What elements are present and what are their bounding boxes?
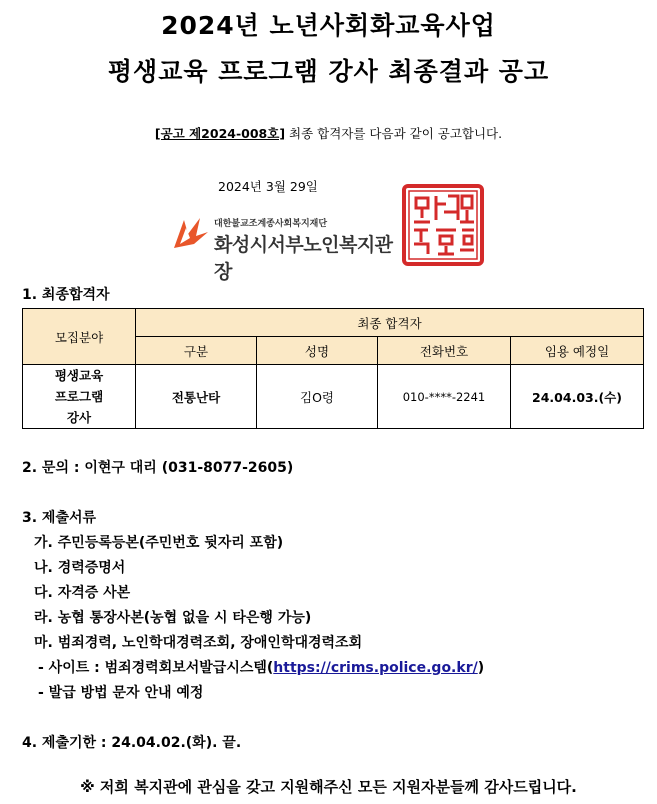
document-item: 라. 농협 통장사본(농협 없을 시 타은행 가능): [34, 610, 312, 626]
header-final-passers: 최종 합격자: [136, 309, 644, 337]
official-seal: [400, 182, 486, 268]
document-title-line2: 평생교육 프로그램 강사 최종결과 공고: [107, 57, 550, 86]
cell-name: 김O령: [257, 365, 378, 429]
table-row: [23, 365, 644, 429]
thanks-note: ※ 저희 복지관에 관심을 갖고 지원해주신 모든 지원자분들께 감사드립니다.: [80, 778, 577, 796]
organization-logo: [170, 214, 400, 283]
notice-line: [0, 124, 657, 142]
header-category: 구분: [136, 337, 257, 365]
notice-date: 2024년 3월 29일: [218, 179, 318, 194]
lotus-logo-icon: [170, 214, 210, 254]
cell-phone: 010-****-2241: [378, 365, 511, 429]
document-item: 마. 범죄경력, 노인학대경력조회, 장애인학대경력조회: [34, 635, 363, 651]
document-title-line1: 2024년 노년사회화교육사업: [161, 11, 496, 40]
notice-text: 최종 합격자를 다음과 같이 공고합니다.: [285, 126, 503, 141]
document-item: 가. 주민등록등본(주민번호 뒷자리 포함): [34, 535, 284, 551]
issue-note: - 발급 방법 문자 안내 예정: [38, 685, 204, 701]
site-prefix: - 사이트 : 범죄경력회보서발급시스템(: [38, 660, 274, 676]
issuer-name: 화성시서부노인복지관장: [214, 234, 393, 283]
header-phone: 전화번호: [378, 337, 511, 365]
document-item: 나. 경력증명서: [34, 560, 126, 576]
site-line: [38, 657, 484, 677]
site-suffix: ): [477, 660, 485, 676]
notice-number: [공고 제2024-008호]: [154, 126, 286, 141]
cell-start-date: 24.04.03.(수): [511, 365, 644, 429]
header-start-date: 임용 예정일: [511, 337, 644, 365]
header-name: 성명: [257, 337, 378, 365]
foundation-name: 대한불교조계종사회복지재단: [214, 219, 328, 229]
cell-category: 전통난타: [136, 365, 257, 429]
result-table: [22, 308, 644, 429]
header-field: 모집분야: [23, 309, 136, 365]
section2-contact: 2. 문의 : 이현구 대리 (031-8077-2605): [22, 460, 294, 476]
section3-heading: 3. 제출서류: [22, 510, 97, 526]
document-item: 다. 자격증 사본: [34, 585, 131, 601]
crims-link[interactable]: https://crims.police.go.kr/: [273, 660, 478, 676]
cell-field: 평생교육 프로그램 강사: [23, 365, 136, 429]
section1-heading: 1. 최종합격자: [22, 287, 110, 303]
section4-deadline: 4. 제출기한 : 24.04.02.(화). 끝.: [22, 735, 242, 751]
